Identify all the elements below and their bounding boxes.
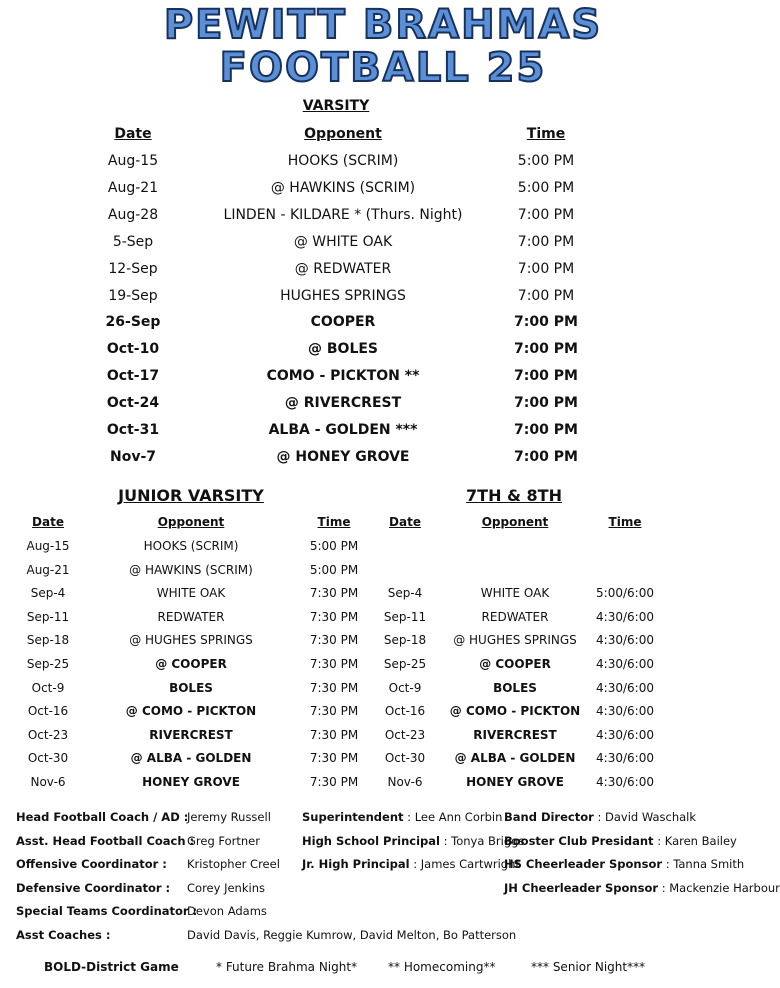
staff-right-label: Band Director [504,810,594,824]
varsity-row-time: 7:00 PM [514,314,578,331]
varsity-row-time: 7:00 PM [514,448,578,465]
jv-opponent-header: Opponent [157,515,225,529]
varsity-row-time: 7:00 PM [514,368,578,385]
jh-date-header: Date [389,515,421,529]
jv-row-date: Sep-4 [30,586,66,601]
jv-row-time: 7:30 PM [309,727,359,742]
staff-mid-value: : Lee Ann Corbin [403,810,503,824]
varsity-row-date: Aug-21 [107,179,159,196]
staff-mid-label: High School Principal [302,833,440,848]
jh-row-date: Sep-4 [387,586,423,601]
staff-right-label: JH Cheerleader Sponsor [504,880,659,895]
jv-row-opponent: HONEY GROVE [142,775,240,789]
jh-row-date: Oct-9 [388,680,422,695]
jv-row-time: 5:00 PM [309,562,359,577]
jv-row-date: Sep-18 [26,633,70,648]
jv-row-opponent: HOOKS (SCRIM) [143,539,239,553]
jv-row-opponent: @ HUGHES SPRINGS [129,633,253,648]
jv-row-time: 7:30 PM [309,775,359,789]
jv-row-opponent: REDWATER [157,609,225,624]
jh-row-opponent: BOLES [493,680,537,695]
varsity-row-time: 7:00 PM [514,422,578,438]
staff-mid-value: : James Cartwright [409,857,520,872]
jv-row-opponent: RIVERCREST [149,727,233,742]
staff-right-value: : Tanna Smith [662,857,745,872]
footer-homecoming-note: ** Homecoming** [388,960,496,974]
varsity-row-date: Oct-10 [106,341,160,358]
jh-row-time: 4:30/6:00 [596,704,654,719]
staff-left-value: Corey Jenkins [187,880,265,895]
staff-left-label: Defensive Coordinator : [16,880,171,895]
jh-row-opponent: @ COOPER [479,657,551,671]
staff-left-label: Special Teams Coordinator : [16,904,198,919]
staff-right-value: : Karen Bailey [653,833,737,848]
varsity-heading: VARSITY [302,98,370,114]
varsity-row-opponent: HOOKS (SCRIM) [287,153,399,169]
jv-row-opponent: WHITE OAK [156,586,226,601]
jv-row-time: 7:30 PM [309,609,359,624]
jh-row-time: 4:30/6:00 [596,609,654,624]
jh-row-date: Oct-30 [384,751,426,766]
staff-right-line [504,810,696,824]
staff-right-value: : Mackenzie Harbour [658,880,780,895]
jh-row-time: 4:30/6:00 [596,775,654,789]
staff-left-label: Asst Coaches : [16,928,111,942]
jh-row-opponent: @ COMO - PICKTON [449,704,581,719]
varsity-row-time: 7:00 PM [517,206,575,223]
varsity-row-time: 7:00 PM [517,287,575,304]
jh-row-date: Oct-16 [384,704,426,719]
varsity-row-time: 7:00 PM [514,341,578,358]
varsity-row-opponent: ALBA - GOLDEN *** [268,422,418,438]
staff-mid-line [302,810,502,824]
staff-left-value: Kristopher Creel [187,857,280,872]
varsity-row-opponent: @ WHITE OAK [293,233,393,250]
jh-row-date: Nov-6 [387,775,423,789]
jv-row-time: 7:30 PM [309,680,359,695]
jv-row-time: 5:00 PM [309,539,359,553]
jh-opponent-header: Opponent [481,515,549,529]
jv-row-opponent: @ ALBA - GOLDEN [130,751,252,766]
jh-row-date: Sep-25 [383,657,427,671]
varsity-row-date: Aug-15 [107,153,159,169]
jv-row-date: Aug-15 [26,539,70,553]
jh-row-opponent: @ HUGHES SPRINGS [453,633,577,648]
jh-time-header: Time [608,515,642,529]
varsity-time-header: Time [526,126,566,142]
jv-row-opponent: BOLES [169,680,213,695]
staff-right-value: : David Waschalk [593,810,697,824]
varsity-row-opponent: @ BOLES [307,341,379,358]
jv-row-date: Sep-25 [26,657,70,671]
varsity-row-time: 7:00 PM [517,260,575,277]
varsity-row-time: 5:00 PM [517,179,575,196]
title-line-2: FOOTBALL 25 [219,45,547,91]
staff-left-value: Jeremy Russell [187,810,271,824]
jh-row-date: Sep-18 [383,633,427,648]
staff-left-value: David Davis, Reggie Kumrow, David Melton, Bo Patterson [187,928,517,942]
varsity-row-opponent: COMO - PICKTON ** [266,368,420,385]
staff-left-label: Head Football Coach / AD : [16,810,189,824]
jv-row-opponent: @ COOPER [155,657,227,671]
jh-row-opponent: @ ALBA - GOLDEN [454,751,576,766]
varsity-row-time: 5:00 PM [517,153,575,169]
varsity-date-header: Date [114,126,152,142]
varsity-row-opponent: @ HONEY GROVE [276,448,410,465]
staff-right-label: HS Cheerleader Sponsor [504,857,663,872]
varsity-row-time: 7:00 PM [514,395,578,412]
jv-row-opponent: @ COMO - PICKTON [125,704,257,719]
jv-row-date: Nov-6 [30,775,66,789]
varsity-row-date: Aug-28 [107,206,159,223]
jv-row-date: Aug-21 [26,562,70,577]
jv-row-time: 7:30 PM [309,633,359,648]
jv-row-opponent: @ HAWKINS (SCRIM) [129,562,253,577]
jh-row-date: Oct-23 [384,727,426,742]
jv-heading: JUNIOR VARSITY [118,486,264,505]
jh-row-date: Sep-11 [383,609,427,624]
varsity-row-opponent: @ RIVERCREST [284,395,402,412]
varsity-row-opponent: LINDEN - KILDARE * (Thurs. Night) [223,206,463,223]
jv-time-header: Time [317,515,351,529]
jv-row-time: 7:30 PM [309,586,359,601]
staff-mid-value: : Tonya Briggs [439,833,525,848]
staff-left-label: Offensive Coordinator : [16,857,167,872]
jh-row-opponent: WHITE OAK [480,586,550,601]
jh-heading: 7TH & 8TH [466,486,562,505]
jh-row-time: 4:30/6:00 [596,657,654,671]
jh-row-time: 4:30/6:00 [596,633,654,648]
staff-mid-label: Jr. High Principal [302,857,410,872]
varsity-row-opponent: COOPER [310,314,376,331]
jh-row-time: 4:30/6:00 [596,727,654,742]
varsity-row-opponent: @ REDWATER [294,260,392,277]
jh-row-opponent: RIVERCREST [473,727,557,742]
jh-row-time: 5:00/6:00 [596,586,654,601]
varsity-row-date: 5-Sep [112,233,154,250]
jv-row-time: 7:30 PM [309,751,359,766]
jv-row-date: Oct-9 [31,680,65,695]
staff-mid-label: Superintendent [302,810,404,824]
title-line-1: PEWITT BRAHMAS [163,2,603,48]
staff-mid-line [302,857,520,871]
varsity-row-date: 12-Sep [108,260,158,277]
varsity-row-opponent: HUGHES SPRINGS [280,287,406,304]
varsity-row-date: Oct-24 [106,395,160,412]
jv-row-date: Oct-23 [27,727,69,742]
varsity-row-time: 7:00 PM [517,233,575,250]
jv-row-date: Oct-16 [27,704,69,719]
varsity-row-opponent: @ HAWKINS (SCRIM) [270,179,416,196]
footer-district-note: BOLD-District Game [44,960,179,974]
varsity-opponent-header: Opponent [304,126,382,142]
jv-row-date: Oct-30 [27,751,69,766]
jv-date-header: Date [32,515,64,529]
jv-row-time: 7:30 PM [309,657,359,671]
staff-right-line [504,834,737,848]
staff-left-value: Devon Adams [187,904,267,919]
staff-right-line [504,857,744,871]
staff-mid-line [302,834,524,848]
varsity-row-date: 26-Sep [105,314,161,331]
jv-row-time: 7:30 PM [309,704,359,719]
jh-row-opponent: HONEY GROVE [466,775,564,789]
varsity-row-date: Oct-31 [106,422,160,438]
jh-row-time: 4:30/6:00 [596,680,654,695]
varsity-row-date: Oct-17 [106,368,160,385]
jh-row-time: 4:30/6:00 [596,751,654,766]
footer-future-note: * Future Brahma Night* [216,960,358,974]
staff-left-label: Asst. Head Football Coach : [16,833,195,848]
jh-row-opponent: REDWATER [481,609,549,624]
staff-right-line [504,881,780,895]
jv-row-date: Sep-11 [26,609,70,624]
footer-senior-note: *** Senior Night*** [531,960,646,974]
staff-left-value: Greg Fortner [187,833,260,848]
staff-right-label: Booster Club Presidant [504,833,654,848]
varsity-row-date: Nov-7 [109,448,157,465]
varsity-row-date: 19-Sep [108,287,158,304]
